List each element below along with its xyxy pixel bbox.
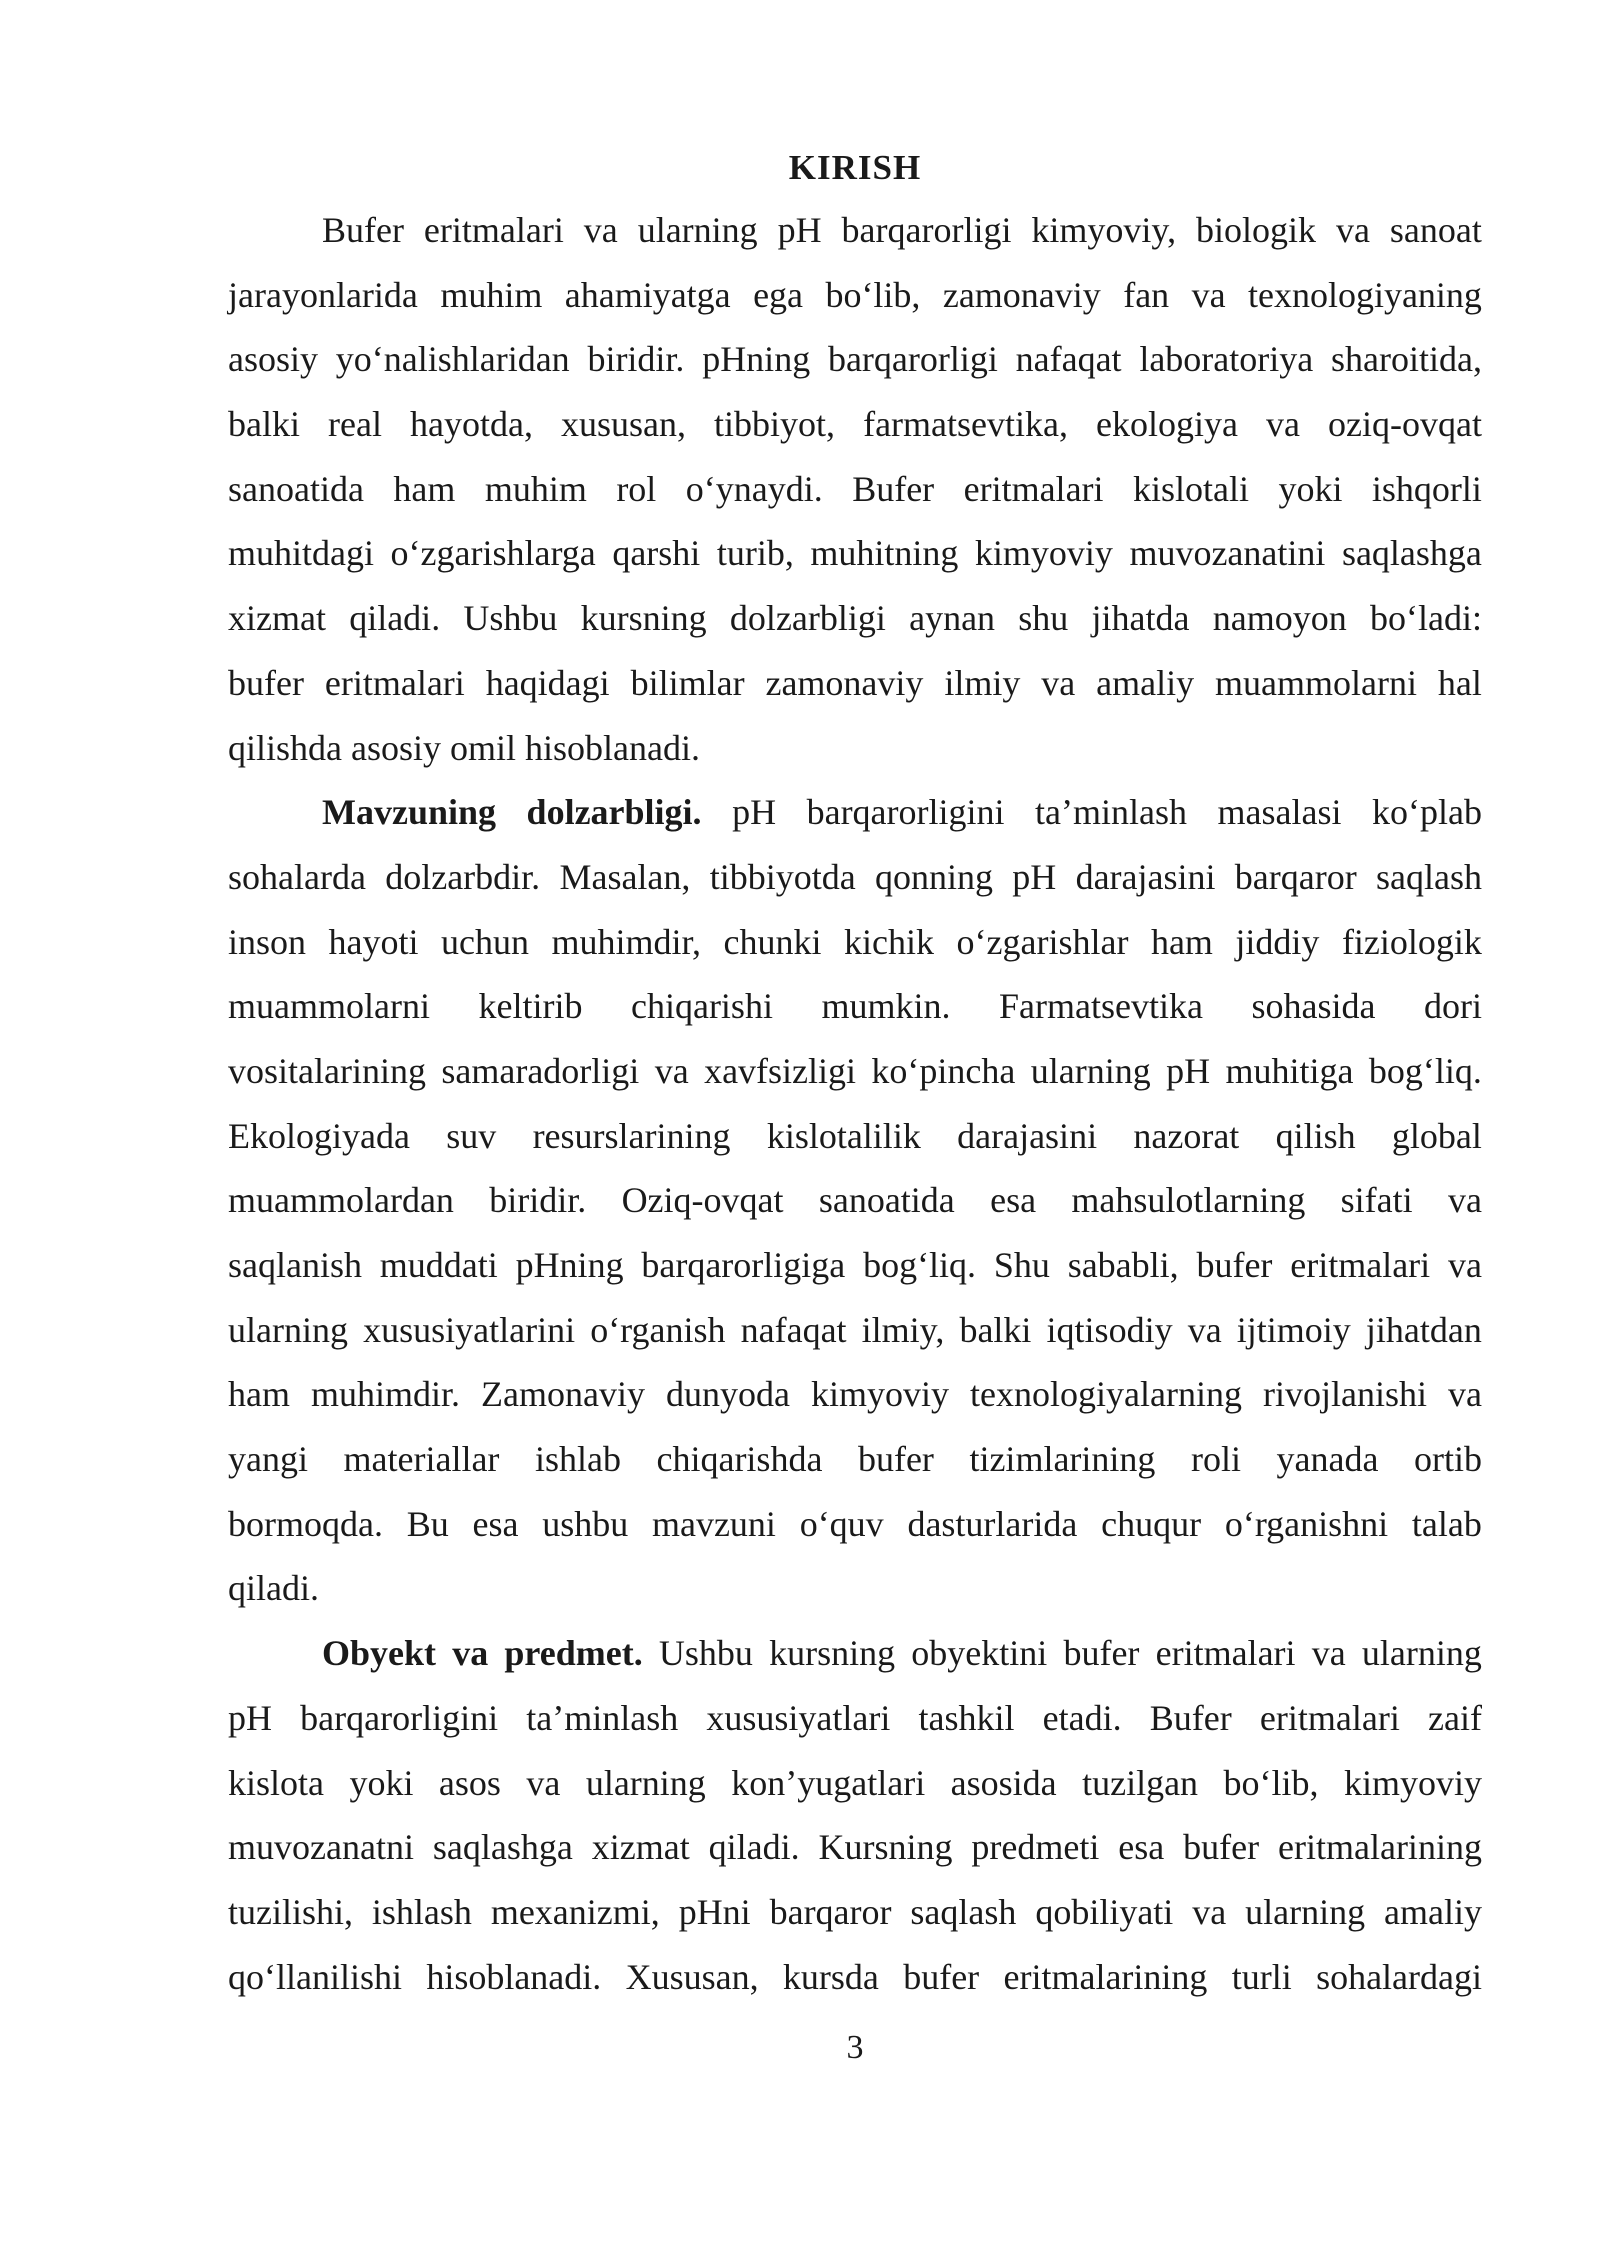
word: xususiyatlarini <box>363 1309 576 1350</box>
text-line <box>228 910 1482 975</box>
word: va <box>1192 1891 1227 1932</box>
word: texnologiyalarning <box>970 1374 1242 1415</box>
word: eritmalarining <box>1278 1827 1482 1868</box>
word: tuzilishi, <box>228 1891 353 1932</box>
text-line <box>228 1039 1482 1104</box>
word: ishlab <box>534 1439 621 1480</box>
word: ahamiyatga <box>564 274 731 315</box>
word: Bu <box>406 1503 449 1544</box>
word: ham <box>393 468 456 509</box>
word: eritmalari <box>1155 1633 1296 1674</box>
word: tizimlarining <box>969 1439 1156 1480</box>
word: oʻynaydi. <box>685 468 823 509</box>
word: fiziologik <box>1341 921 1482 962</box>
word: zamonaviy <box>765 662 924 703</box>
word: sifati <box>1340 1180 1413 1221</box>
word: Bufer <box>1149 1697 1232 1738</box>
word: pH <box>1012 856 1057 897</box>
word: chuqur <box>1101 1503 1202 1544</box>
word: ekologiya <box>1096 404 1238 445</box>
word: omil <box>450 727 517 768</box>
document-content <box>228 138 1482 2009</box>
word: pHning <box>515 1245 624 1285</box>
word: ijtimoiy <box>1236 1309 1351 1350</box>
word: ularning <box>637 210 758 250</box>
word: eritmalari <box>963 468 1104 509</box>
word: ularning <box>585 1762 706 1803</box>
word: jihatda <box>1091 598 1190 639</box>
word: va <box>1311 1633 1346 1674</box>
word: esa <box>1118 1827 1165 1868</box>
word: va <box>1447 1245 1482 1285</box>
word: hisoblanadi. <box>426 1956 602 1997</box>
word: dori <box>1423 986 1482 1027</box>
word: dolzarbdir. <box>385 856 541 897</box>
text-line <box>228 974 1482 1039</box>
word: Farmatsevtika <box>999 986 1203 1027</box>
word: barqaror <box>1234 856 1357 897</box>
word: keltirib <box>478 986 583 1027</box>
word: muhim <box>484 468 587 509</box>
word: muhim <box>440 274 543 315</box>
word: sanoatida <box>818 1180 955 1221</box>
word: pHning <box>702 339 811 380</box>
word: texnologiyaning <box>1247 274 1482 315</box>
word: mahsulotlarning <box>1071 1180 1306 1221</box>
word: talab <box>1411 1503 1482 1544</box>
word: Bufer <box>322 210 404 250</box>
word: hisoblanadi. <box>525 727 700 768</box>
word: dunyoda <box>666 1374 790 1415</box>
word: saqlashga <box>432 1827 573 1868</box>
word: ham <box>1150 921 1213 962</box>
word: ilmiy, <box>861 1309 945 1350</box>
text-line <box>228 1815 1482 1880</box>
word: kislota <box>228 1762 324 1803</box>
word: eritmalari <box>1290 1245 1431 1285</box>
word: fan <box>1123 274 1170 315</box>
word: barqaror <box>769 1891 892 1932</box>
word: Zamonaviy <box>481 1374 645 1415</box>
text-line <box>228 1880 1482 1945</box>
word: va <box>1447 1180 1482 1221</box>
word: asosiy <box>351 727 441 768</box>
word: chiqarishda <box>656 1439 823 1480</box>
word: sharoitida, <box>1330 339 1482 380</box>
bold-word: predmet. <box>504 1633 643 1674</box>
word: aynan <box>909 598 996 639</box>
paragraphs-container <box>228 198 1482 2009</box>
word: oʻrganish <box>590 1309 726 1350</box>
text-line <box>228 521 1482 586</box>
word: suv <box>446 1115 497 1156</box>
word: barqarorligini <box>806 792 1005 833</box>
word: xavfsizligi <box>704 1050 857 1091</box>
word: kursda <box>782 1956 879 1997</box>
word: materiallar <box>343 1439 500 1480</box>
word: xususan, <box>561 404 686 445</box>
word: asosida <box>950 1762 1057 1803</box>
text-line <box>228 1492 1482 1557</box>
word: mumkin. <box>821 986 951 1027</box>
word: Ushbu <box>658 1633 753 1674</box>
word: Kursning <box>818 1827 953 1868</box>
word: qonning <box>874 856 993 897</box>
bold-word: Mavzuning <box>322 792 497 833</box>
word: muddati <box>379 1245 498 1285</box>
word: saqlash <box>910 1891 1017 1932</box>
word: kislotalilik <box>766 1115 921 1156</box>
word: kislotali <box>1132 468 1249 509</box>
word: qobiliyati <box>1035 1891 1174 1932</box>
word: qarshi <box>612 533 701 574</box>
word: ularning <box>1245 1891 1366 1932</box>
word: asosiy <box>228 339 318 380</box>
word: barqarorligiga <box>641 1245 846 1285</box>
word: tibbiyotda <box>709 856 856 897</box>
word: ularning <box>1030 1050 1151 1091</box>
word: eritmalarining <box>1003 1956 1208 1997</box>
word: zaif <box>1428 1697 1482 1738</box>
word: chiqarishi <box>630 986 773 1027</box>
word: ularning <box>1361 1633 1482 1674</box>
word: jihatdan <box>1365 1309 1482 1350</box>
word: shu <box>1018 598 1069 639</box>
paragraph <box>228 1621 1482 2009</box>
word: bufer <box>857 1439 934 1480</box>
word: va <box>526 1762 561 1803</box>
word: taʼminlash <box>1035 792 1188 833</box>
word: ushbu <box>542 1503 629 1544</box>
word: inson <box>228 921 307 962</box>
word: ularning <box>228 1309 348 1350</box>
text-line <box>228 392 1482 457</box>
word: rivojlanishi <box>1262 1374 1427 1415</box>
word: global <box>1391 1115 1482 1156</box>
word: xizmat <box>228 598 326 639</box>
word: sohalarda <box>228 856 366 897</box>
word: kimyoviy, <box>1031 210 1177 250</box>
word: muhimdir, <box>551 921 702 962</box>
word: bilimlar <box>630 662 745 703</box>
word: bufer <box>1183 1827 1260 1868</box>
text-line <box>228 1168 1482 1233</box>
word: real <box>328 404 382 445</box>
word: dasturlarida <box>907 1503 1078 1544</box>
page-number: 3 <box>846 2029 864 2066</box>
word: biridir. <box>489 1180 587 1221</box>
word: hayotda, <box>410 404 533 445</box>
word: vositalarining <box>228 1050 426 1091</box>
word: va <box>1191 274 1226 315</box>
word: oʻzgarishlar <box>956 921 1129 962</box>
word: konʼyugatlari <box>731 1762 926 1803</box>
word: eritmalari <box>324 662 465 703</box>
text-line <box>228 457 1482 522</box>
text-line <box>228 1945 1482 2010</box>
word: darajasini <box>957 1115 1098 1156</box>
word: muvozanatini <box>1129 533 1326 574</box>
section-title: KIRISH <box>788 148 922 187</box>
word: dolzarbligi <box>729 598 886 639</box>
word: kursning <box>769 1633 896 1674</box>
word: predmeti <box>971 1827 1100 1868</box>
word: barqarorligini <box>300 1697 499 1738</box>
word: pH <box>228 1697 272 1738</box>
word: Xususan, <box>625 1956 759 1997</box>
word: ilmiy <box>944 662 1021 703</box>
word: biridir. <box>587 339 685 380</box>
word: Ekologiyada <box>228 1115 410 1156</box>
word: muvozanatni <box>228 1827 414 1868</box>
word: masalasi <box>1217 792 1342 833</box>
paragraph <box>228 198 1482 780</box>
word: xizmat <box>591 1827 690 1868</box>
word: tuzilgan <box>1082 1762 1199 1803</box>
text-line <box>228 780 1482 845</box>
text-line <box>228 263 1482 328</box>
word: pH <box>732 792 777 833</box>
word: etadi. <box>1042 1697 1122 1738</box>
word: mavzuni <box>651 1503 776 1544</box>
word: bogʻliq. <box>1368 1050 1482 1091</box>
word: va <box>1335 210 1370 250</box>
word: esa <box>990 1180 1037 1221</box>
word: sanoat <box>1389 210 1482 250</box>
word: ishqorli <box>1371 468 1482 509</box>
word: zamonaviy <box>942 274 1101 315</box>
word: kimyoviy <box>974 533 1113 574</box>
text-line <box>228 586 1482 651</box>
word: uchun <box>441 921 529 962</box>
word: qilishda <box>228 727 342 768</box>
bold-word: va <box>452 1633 489 1674</box>
word: sohasida <box>1251 986 1376 1027</box>
word: sohalardagi <box>1316 1956 1482 1997</box>
word: saqlanish <box>228 1245 362 1285</box>
word: amaliy <box>1096 662 1195 703</box>
word: va <box>1448 1374 1482 1415</box>
word: oziq-ovqat <box>1328 404 1482 445</box>
word: darajasini <box>1075 856 1216 897</box>
word: va <box>1266 404 1301 445</box>
word: chunki <box>723 921 822 962</box>
word: barqarorligi <box>841 210 1012 250</box>
word: va <box>1187 1309 1222 1350</box>
word: namoyon <box>1212 598 1347 639</box>
word: yanada <box>1276 1439 1379 1480</box>
word: farmatsevtika, <box>863 404 1068 445</box>
word: boʻladi: <box>1369 598 1482 639</box>
word: roli <box>1190 1439 1241 1480</box>
word: nazorat <box>1133 1115 1240 1156</box>
bold-word: dolzarbligi. <box>526 792 702 833</box>
word: yoki <box>1278 468 1343 509</box>
word: bormoqda. <box>228 1503 383 1544</box>
word: kichik <box>844 921 935 962</box>
paragraph <box>228 780 1482 1621</box>
word: amaliy <box>1384 1891 1482 1932</box>
word: qiladi. <box>708 1827 800 1868</box>
word: balki <box>228 404 300 445</box>
word: boʻlib, <box>825 274 921 315</box>
word: qiladi. <box>349 598 441 639</box>
word: saqlash <box>1376 856 1482 897</box>
word: jiddiy <box>1235 921 1320 962</box>
bold-word: Obyekt <box>322 1633 437 1674</box>
word: muhitiga <box>1225 1050 1354 1091</box>
word: qiladi. <box>228 1568 319 1609</box>
word: hayoti <box>328 921 419 962</box>
word: boʻlib, <box>1223 1762 1319 1803</box>
word: hal <box>1437 662 1482 703</box>
text-line <box>228 1233 1482 1298</box>
word: bufer <box>228 662 304 703</box>
text-line <box>228 1362 1482 1427</box>
word: esa <box>472 1503 519 1544</box>
word: tashkil <box>918 1697 1015 1738</box>
word: va <box>1041 662 1076 703</box>
word: muammolardan <box>228 1180 454 1221</box>
word: Bufer <box>852 468 935 509</box>
word: barqarorligi <box>827 339 998 380</box>
word: muammolarni <box>228 986 430 1027</box>
word: muhitning <box>810 533 959 574</box>
word: sababli, <box>1067 1245 1179 1285</box>
word: pH <box>777 210 822 250</box>
word: bufer <box>1196 1245 1273 1285</box>
word: muhimdir. <box>311 1374 461 1415</box>
word: laboratoriya <box>1139 339 1314 380</box>
word: sanoatida <box>228 468 364 509</box>
text-line <box>228 327 1482 392</box>
word: bufer <box>903 1956 980 1997</box>
word: yangi <box>228 1439 308 1480</box>
word: muhitdagi <box>228 533 374 574</box>
word: qoʻllanilishi <box>228 1956 402 1997</box>
word: iqtisodiy <box>1046 1309 1173 1350</box>
word: mexanizmi, <box>490 1891 660 1932</box>
word: koʻpincha <box>871 1050 1016 1091</box>
word: koʻplab <box>1372 792 1482 833</box>
text-line <box>228 1621 1482 1686</box>
word: va <box>654 1050 689 1091</box>
text-line <box>228 198 1482 263</box>
word: pHni <box>678 1891 751 1932</box>
text-line <box>228 1104 1482 1169</box>
word: yoki <box>349 1762 414 1803</box>
text-line <box>228 1556 1482 1621</box>
word: nafaqat <box>1015 339 1122 380</box>
word: asos <box>438 1762 501 1803</box>
word: va <box>583 210 618 250</box>
word: oʻquv <box>799 1503 884 1544</box>
word: biologik <box>1196 210 1317 250</box>
word: qilish <box>1275 1115 1356 1156</box>
word: haqidagi <box>485 662 610 703</box>
word: tibbiyot, <box>714 404 836 445</box>
word: pH <box>1166 1050 1211 1091</box>
text-line <box>228 651 1482 716</box>
word: ortib <box>1413 1439 1482 1480</box>
word: yoʻnalishlaridan <box>335 339 570 380</box>
word: turib, <box>716 533 794 574</box>
word: resurslarining <box>532 1115 731 1156</box>
word: saqlashga <box>1341 533 1482 574</box>
word: ham <box>228 1374 290 1415</box>
word: bufer <box>1063 1633 1140 1674</box>
word: eritmalari <box>423 210 564 250</box>
word: bogʻliq. <box>863 1245 977 1285</box>
word: ishlash <box>371 1891 472 1932</box>
text-line <box>228 716 1482 781</box>
text-line <box>228 1298 1482 1363</box>
text-line <box>228 1751 1482 1816</box>
word: balki <box>959 1309 1032 1350</box>
word: samaradorligi <box>441 1050 640 1091</box>
word: obyektini <box>911 1633 1048 1674</box>
word: muammolarni <box>1215 662 1417 703</box>
word: kimyoviy <box>1343 1762 1482 1803</box>
word: kursning <box>580 598 707 639</box>
word: oʻrganishni <box>1224 1503 1389 1544</box>
word: taʼminlash <box>526 1697 679 1738</box>
text-line <box>228 1686 1482 1751</box>
word: Oziq-ovqat <box>621 1180 784 1221</box>
text-line <box>228 1427 1482 1492</box>
word: rol <box>616 468 657 509</box>
word: nafaqat <box>740 1309 847 1350</box>
text-line <box>228 845 1482 910</box>
word: ega <box>753 274 804 315</box>
word: Masalan, <box>559 856 691 897</box>
word: eritmalari <box>1259 1697 1400 1738</box>
word: Ushbu <box>463 598 558 639</box>
word: kimyoviy <box>811 1374 950 1415</box>
word: xususiyatlari <box>706 1697 891 1738</box>
word: jarayonlarida <box>228 274 418 315</box>
word: turli <box>1231 1956 1292 1997</box>
word: oʻzgarishlarga <box>390 533 596 574</box>
word: Shu <box>993 1245 1050 1285</box>
